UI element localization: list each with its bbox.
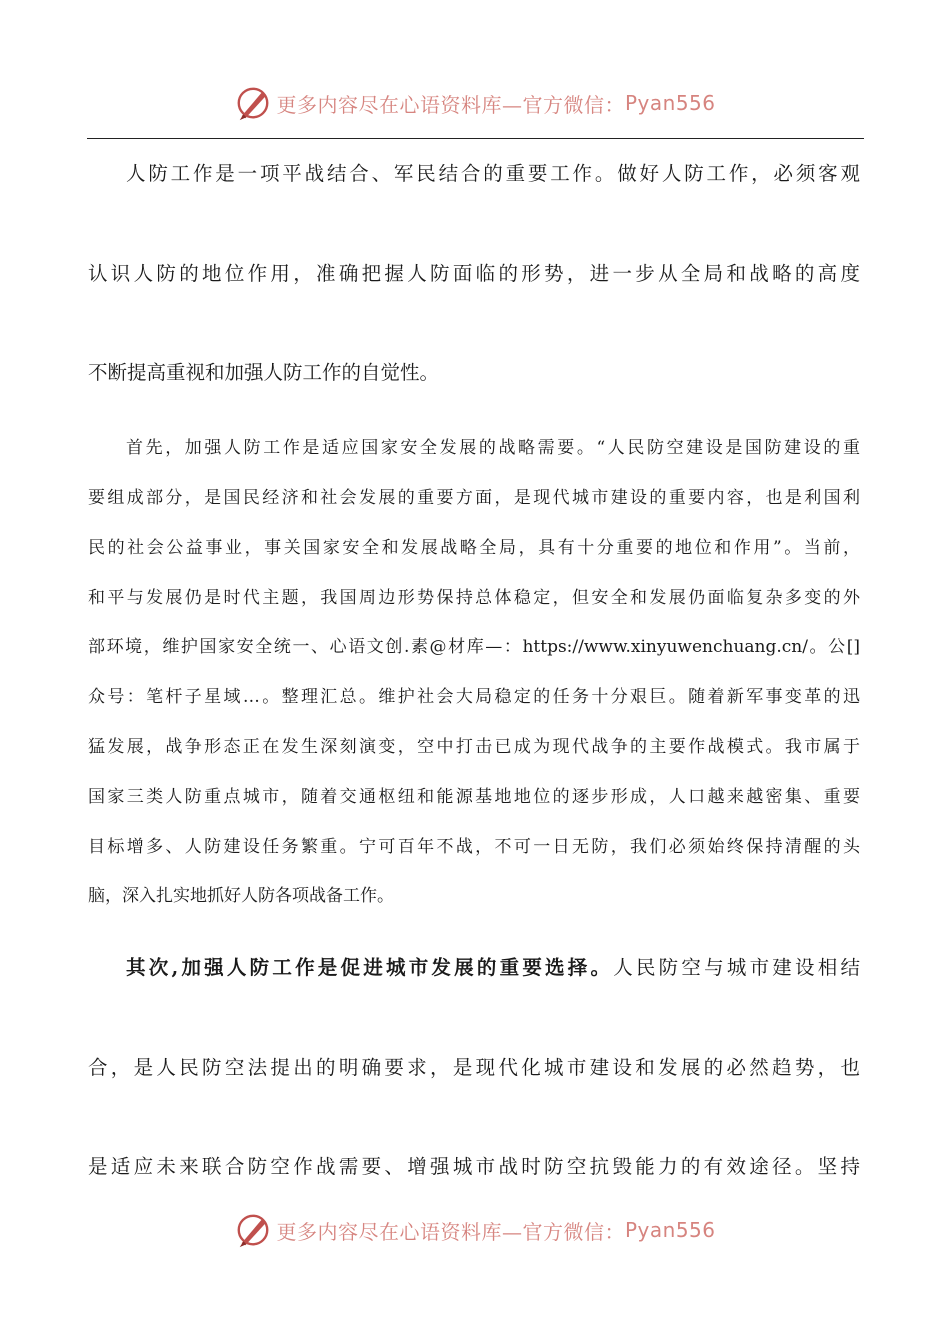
header-rule — [87, 138, 864, 139]
para3-line-1 — [126, 952, 860, 980]
pen-logo-icon — [234, 84, 272, 122]
header-banner — [0, 83, 950, 123]
para2-line-6: 众号：笔杆子星域…。整理汇总。维护社会大局稳定的任务十分艰巨。随着新军事变革的迅 — [88, 687, 860, 707]
para2-line-3: 民的社会公益事业，事关国家安全和发展战略全局，具有十分重要的地位和作用”。当前， — [88, 538, 860, 558]
para2-line-10: 脑，深入扎实地抓好人防各项战备工作。 — [88, 886, 394, 906]
para2-line-7: 猛发展，战争形态正在发生深刻演变，空中打击已成为现代战争的主要作战模式。我市属于 — [88, 737, 860, 757]
para3-lead-rest: 人民防空与城市建设相结 — [613, 956, 860, 979]
para1-line-3: 不断提高重视和加强人防工作的自觉性。 — [88, 361, 440, 384]
footer-banner — [0, 1210, 950, 1250]
para2-line-9: 目标增多、人防建设任务繁重。宁可百年不战，不可一日无防，我们必须始终保持清醒的头 — [88, 837, 860, 857]
pen-logo-icon — [234, 1211, 272, 1249]
para2-line-5: 部环境，维护国家安全统一、心语文创.素@材库—：https://www.xinyuwenchuang.cn/。公[] — [88, 637, 860, 657]
para2-line-2: 要组成部分，是国民经济和社会发展的重要方面，是现代城市建设的重要内容，也是利国利 — [88, 488, 860, 508]
para3-bold-lead: 其次,加强人防工作是促进城市发展的重要选择。 — [126, 956, 614, 979]
para2-line-4: 和平与发展仍是时代主题，我国周边形势保持总体稳定，但安全和发展仍面临复杂多变的外 — [88, 588, 860, 608]
banner-wechat-id: Pyan556 — [624, 91, 716, 115]
para1-line-2: 认识人防的地位作用，准确把握人防面临的形势，进一步从全局和战略的高度 — [88, 262, 860, 285]
para3-line-3: 是适应未来联合防空作战需要、增强城市战时防空抗毁能力的有效途径。坚持 — [88, 1155, 860, 1178]
para1-line-1: 人防工作是一项平战结合、军民结合的重要工作。做好人防工作，必须客观 — [126, 162, 860, 185]
para2-line-8: 国家三类人防重点城市，随着交通枢纽和能源基地地位的逐步形成，人口越来越密集、重要 — [88, 787, 860, 807]
banner-text: 更多内容尽在心语资料库—官方微信： — [276, 1219, 625, 1244]
para2-line-1: 首先，加强人防工作是适应国家安全发展的战略需要。“人民防空建设是国防建设的重 — [126, 438, 860, 458]
banner-text: 更多内容尽在心语资料库—官方微信： — [276, 92, 625, 117]
para3-line-2: 合，是人民防空法提出的明确要求，是现代化城市建设和发展的必然趋势，也 — [88, 1056, 860, 1079]
banner-wechat-id: Pyan556 — [624, 1218, 716, 1242]
